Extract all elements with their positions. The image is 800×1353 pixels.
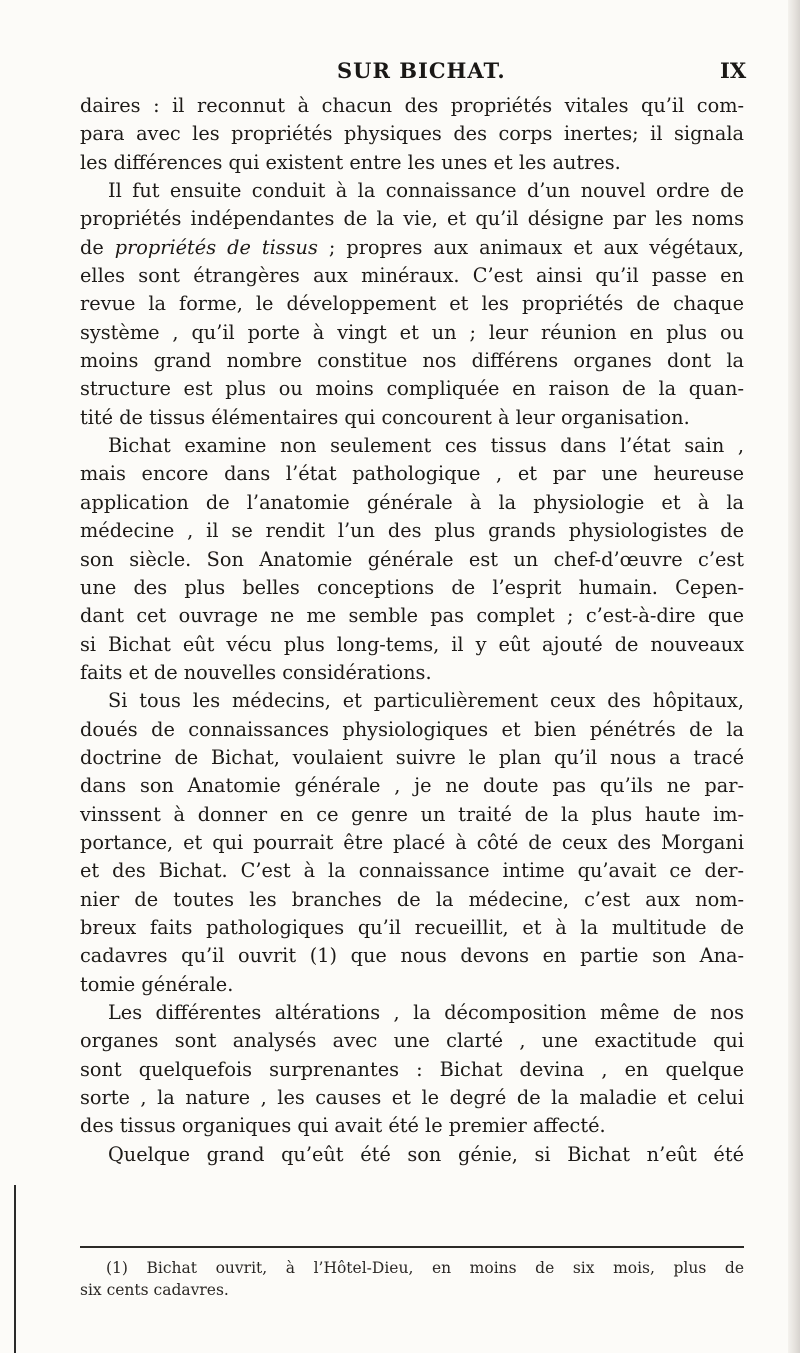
text-line: tité de tissus élémentaires qui concourent à leur organisation.: [80, 405, 690, 429]
text-line: revue la forme, le développement et les propriétés de chaque: [80, 292, 744, 316]
text-line: para avec les propriétés physiques des corps inertes; il signala: [80, 122, 744, 146]
text-line: et des Bichat. C’est à la connaissance intime qu’avait ce der-: [80, 859, 744, 883]
text-line: breux faits pathologiques qu’il recueillit, et à la multitude de: [80, 915, 744, 939]
text-line: dans son Anatomie générale , je ne doute pas qu’ils ne par-: [80, 774, 744, 798]
text-line: Les différentes altérations , la décomposition même de nos: [108, 1001, 744, 1024]
text-line: Si tous les médecins, et particulièrement ceux des hôpitaux,: [108, 689, 744, 713]
body-text: [80, 92, 744, 1169]
text-line: portance, et qui pourrait être placé à côté de ceux des Morgani: [80, 830, 744, 854]
footnote-line: (1) Bichat ouvrit, à l’Hôtel-Dieu, en moins de six mois, plus de: [106, 1259, 744, 1277]
text-line: son siècle. Son Anatomie générale est un chef-d’œuvre c’est: [80, 547, 744, 571]
text-line: dant cet ouvrage ne me semble pas complet ; c’est-à-dire que: [80, 604, 744, 628]
text-line: des tissus organiques qui avait été le premier affecté.: [80, 1114, 606, 1138]
page-header: [0, 58, 800, 88]
text-line: médecine , il se rendit l’un des plus grands physiologistes de: [80, 519, 744, 543]
text-line: Il fut ensuite conduit à la connaissance d’un nouvel ordre de: [108, 179, 744, 203]
text-line: structure est plus ou moins compliquée en raison de la quan-: [80, 377, 744, 401]
text-line: [80, 234, 744, 262]
text-line: daires : il reconnut à chacun des propriétés vitales qu’il com-: [80, 94, 744, 117]
text-line: sont quelquefois surprenantes : Bichat devina , en quelque: [80, 1057, 744, 1081]
italic-term: propriétés de tissus: [114, 235, 318, 259]
page-edge: [788, 0, 800, 1353]
text-line: mais encore dans l’état pathologique , et par une heureuse: [80, 462, 744, 486]
text-line: Bichat examine non seulement ces tissus dans l’état sain ,: [108, 434, 744, 458]
text-line: tomie générale.: [80, 972, 234, 996]
footnote-line: six cents cadavres.: [80, 1281, 229, 1299]
text-line: Quelque grand qu’eût été son génie, si Bichat n’eût été: [108, 1142, 744, 1166]
text-line: nier de toutes les branches de la médecine, c’est aux nom-: [80, 887, 744, 911]
text-line: une des plus belles conceptions de l’esprit humain. Cepen-: [80, 575, 744, 599]
text-line: application de l’anatomie générale à la physiologie et à la: [80, 490, 744, 514]
text-line: les différences qui existent entre les unes et les autres.: [80, 150, 621, 174]
text-line: doctrine de Bichat, voulaient suivre le plan qu’il nous a tracé: [80, 745, 744, 769]
text-fragment: de: [80, 235, 115, 259]
text-line: moins grand nombre constitue nos différens organes dont la: [80, 349, 744, 373]
text-line: système , qu’il porte à vingt et un ; leur réunion en plus ou: [80, 320, 744, 344]
text-line: organes sont analysés avec une clarté , une exactitude qui: [80, 1029, 744, 1053]
page-number: IX: [720, 58, 747, 83]
footnote: [80, 1257, 744, 1301]
binding-edge: [14, 1185, 16, 1353]
text-fragment: ; propres aux animaux et aux végétaux,: [317, 235, 744, 259]
text-line: faits et de nouvelles considérations.: [80, 660, 432, 684]
text-line: vinssent à donner en ce genre un traité de la plus haute im-: [80, 802, 744, 826]
text-line: si Bichat eût vécu plus long-tems, il y eût ajouté de nouveaux: [80, 632, 744, 656]
text-line: cadavres qu’il ouvrit (1) que nous devons en partie son Ana-: [80, 944, 744, 968]
text-line: sorte , la nature , les causes et le degré de la maladie et celui: [80, 1086, 744, 1110]
running-head: SUR BICHAT.: [337, 58, 506, 83]
footnote-rule: [80, 1246, 744, 1248]
text-line: propriétés indépendantes de la vie, et qu’il désigne par les noms: [80, 207, 744, 231]
text-line: elles sont étrangères aux minéraux. C’est ainsi qu’il passe en: [80, 264, 744, 288]
text-line: doués de connaissances physiologiques et bien pénétrés de la: [80, 717, 744, 741]
